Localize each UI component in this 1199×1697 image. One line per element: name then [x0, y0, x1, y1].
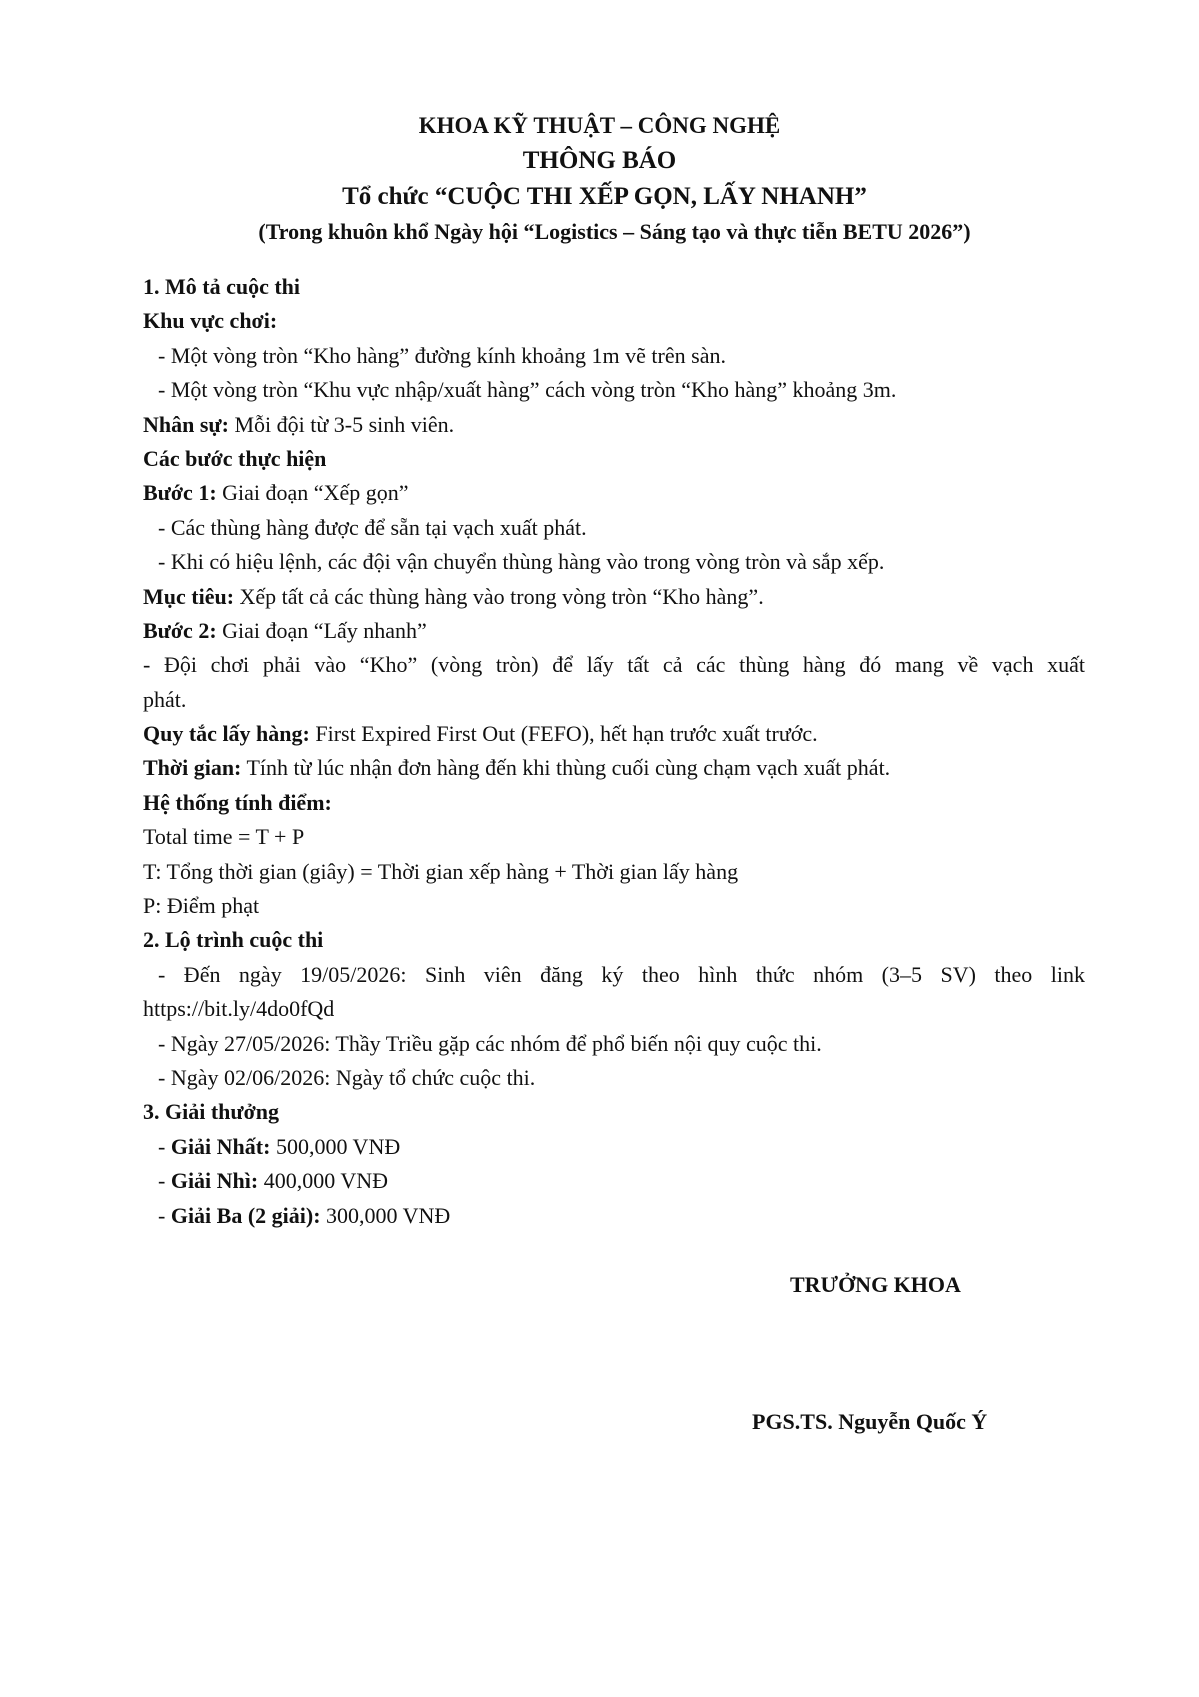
- goal-label: Mục tiêu:: [143, 583, 235, 609]
- rule-line: [143, 717, 1085, 751]
- scoring-heading: Hệ thống tính điểm:: [143, 789, 332, 815]
- rule-text: First Expired First Out (FEFO), hết hạn trước xuất trước.: [309, 721, 818, 747]
- prize-value: 500,000 VNĐ: [270, 1133, 401, 1159]
- step2-label: Bước 2:: [143, 617, 217, 643]
- event-subtitle: (Trong khuôn khổ Ngày hội “Logistics – Sáng tạo và thực tiễn BETU 2026”): [258, 219, 971, 244]
- step1-line: [143, 476, 1085, 510]
- goal-line: [143, 580, 1085, 614]
- list-item: - Một vòng tròn “Khu vực nhập/xuất hàng” cách vòng tròn “Kho hàng” khoảng 3m.: [158, 377, 897, 403]
- document-header: [0, 108, 1199, 249]
- steps-heading: Các bước thực hiện: [143, 445, 327, 471]
- list-item: - Đội chơi phải vào “Kho” (vòng tròn) để lấy tất cả các thùng hàng đó mang về vạch xuất: [143, 652, 1085, 678]
- prize-dash: -: [158, 1202, 171, 1228]
- list-item: - Các thùng hàng được để sẵn tại vạch xuất phát.: [158, 514, 587, 540]
- section-heading: 2. Lộ trình cuộc thi: [143, 927, 324, 953]
- list-item: - Ngày 27/05/2026: Thầy Triều gặp các nhóm để phổ biến nội quy cuộc thi.: [158, 1030, 822, 1056]
- step2-text: Giai đoạn “Lấy nhanh”: [216, 617, 427, 643]
- list-item: - Khi có hiệu lệnh, các đội vận chuyển thùng hàng vào trong vòng tròn và sắp xếp.: [158, 549, 885, 575]
- goal-text: Xếp tất cả các thùng hàng vào trong vòng tròn “Kho hàng”.: [234, 583, 764, 609]
- area-label: Khu vực chơi:: [143, 308, 278, 334]
- staff-line: [143, 408, 1085, 442]
- step2-line: [143, 614, 1085, 648]
- prize-item: [143, 1130, 1085, 1164]
- prize-dash: -: [158, 1133, 171, 1159]
- prize-value: 300,000 VNĐ: [320, 1202, 451, 1228]
- document-body: [143, 270, 1085, 1233]
- prize-label: Giải Ba (2 giải):: [170, 1202, 321, 1228]
- list-item: - Một vòng tròn “Kho hàng” đường kính khoảng 1m vẽ trên sàn.: [158, 342, 726, 368]
- time-line: [143, 751, 1085, 785]
- signer-name: PGS.TS. Nguyễn Quốc Ý: [752, 1409, 988, 1434]
- step1-label: Bước 1:: [143, 480, 217, 506]
- rule-label: Quy tắc lấy hàng:: [143, 721, 310, 747]
- list-item-continued: phát.: [143, 686, 187, 712]
- prize-item: [143, 1164, 1085, 1198]
- prize-value: 400,000 VNĐ: [258, 1168, 388, 1194]
- time-text: Tính từ lúc nhận đơn hàng đến khi thùng cuối cùng chạm vạch xuất phát.: [241, 755, 891, 781]
- staff-text: Mỗi đội từ 3-5 sinh viên.: [228, 411, 455, 437]
- event-title: Tổ chức “CUỘC THI XẾP GỌN, LẤY NHANH”: [342, 183, 867, 210]
- registration-link[interactable]: https://bit.ly/4do0fQd: [143, 996, 335, 1022]
- scoring-line: T: Tổng thời gian (giây) = Thời gian xếp hàng + Thời gian lấy hàng: [143, 858, 739, 884]
- time-label: Thời gian:: [143, 755, 242, 781]
- faculty-name: KHOA KỸ THUẬT – CÔNG NGHỆ: [418, 113, 781, 138]
- notice-title: THÔNG BÁO: [522, 147, 677, 174]
- prize-item: [143, 1199, 1085, 1233]
- scoring-line: P: Điểm phạt: [143, 893, 260, 919]
- section-heading: 3. Giải thưởng: [143, 1099, 280, 1125]
- staff-label: Nhân sự:: [143, 411, 229, 437]
- scoring-line: Total time = T + P: [143, 824, 305, 850]
- prize-label: Giải Nhì:: [170, 1168, 259, 1194]
- list-item: - Đến ngày 19/05/2026: Sinh viên đăng ký theo hình thức nhóm (3–5 SV) theo link: [158, 961, 1085, 987]
- signer-title: TRƯỞNG KHOA: [790, 1272, 961, 1297]
- section-heading: 1. Mô tả cuộc thi: [143, 274, 301, 299]
- prize-label: Giải Nhất:: [170, 1133, 271, 1159]
- prize-dash: -: [158, 1168, 171, 1194]
- list-item: - Ngày 02/06/2026: Ngày tổ chức cuộc thi.: [158, 1064, 536, 1090]
- step1-text: Giai đoạn “Xếp gọn”: [216, 480, 409, 506]
